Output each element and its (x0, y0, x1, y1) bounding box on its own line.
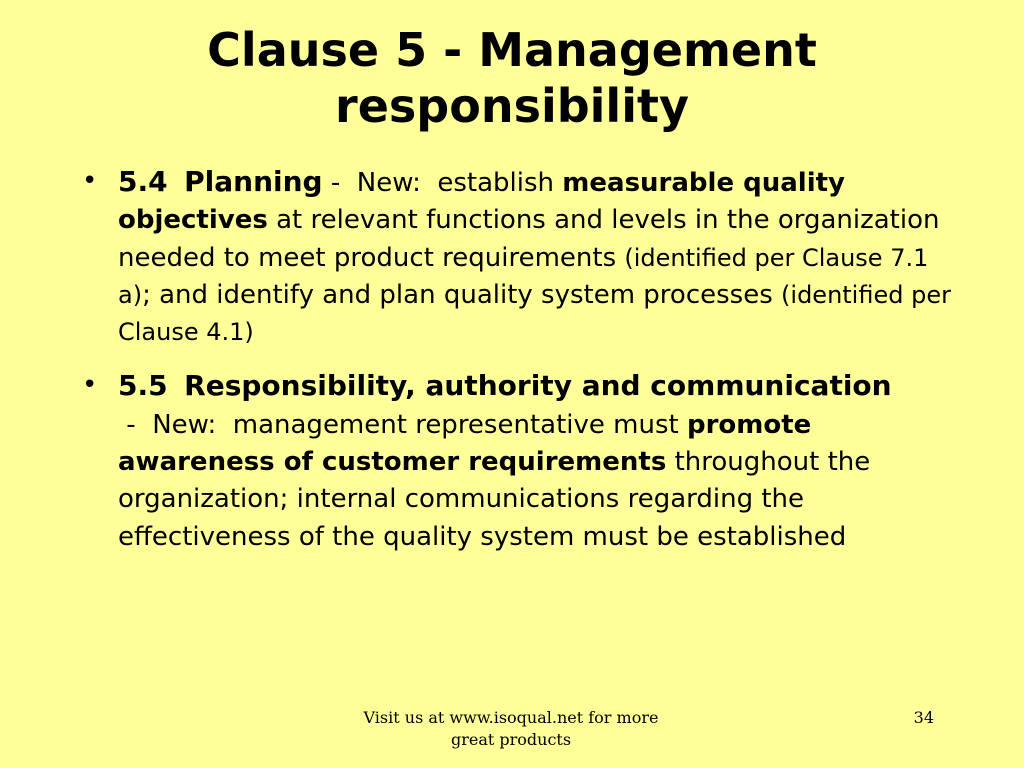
clause-heading: Planning (184, 165, 323, 198)
footer-line-1: Visit us at www.isoqual.net for more (363, 708, 659, 727)
clause-intro: New: management representative must (152, 409, 687, 440)
clause-text: throughout the organization; internal communications regarding the effectiveness of the quality system must be established (118, 447, 871, 552)
slide-title-line-1: Clause 5 - Management (207, 23, 817, 77)
bullet-item-5-5 (82, 367, 962, 555)
footer-line-2: great products (450, 730, 572, 749)
clause-note: (identified per Clause 7.1 a) (118, 243, 929, 309)
footer-text (350, 707, 672, 751)
clause-heading: Responsibility, authority and communication (184, 369, 892, 403)
page-number: 34 (913, 708, 934, 727)
bullet-item-5-4 (82, 163, 962, 351)
clause-number: 5.5 (118, 369, 168, 403)
clause-note-2: (identified per Clause 4.1) (118, 280, 951, 347)
clause-emphasis: measurable quality objectives (118, 168, 845, 236)
clause-intro: New: establish (356, 168, 563, 198)
separator: - (118, 409, 153, 440)
bullet-icon: • (82, 370, 98, 401)
clause-number: 5.4 (118, 165, 168, 198)
clause-text-2: ; and identify and plan quality system processes (142, 279, 782, 310)
bullet-list (82, 163, 962, 572)
bullet-icon: • (82, 166, 98, 196)
clause-emphasis: promote awareness of customer requirements (118, 409, 812, 478)
slide-title-line-2: responsibility (335, 79, 689, 133)
clause-text: at relevant functions and levels in the organization needed to meet product requirements (118, 205, 940, 273)
separator: - (322, 168, 357, 198)
slide-title (40, 22, 984, 134)
